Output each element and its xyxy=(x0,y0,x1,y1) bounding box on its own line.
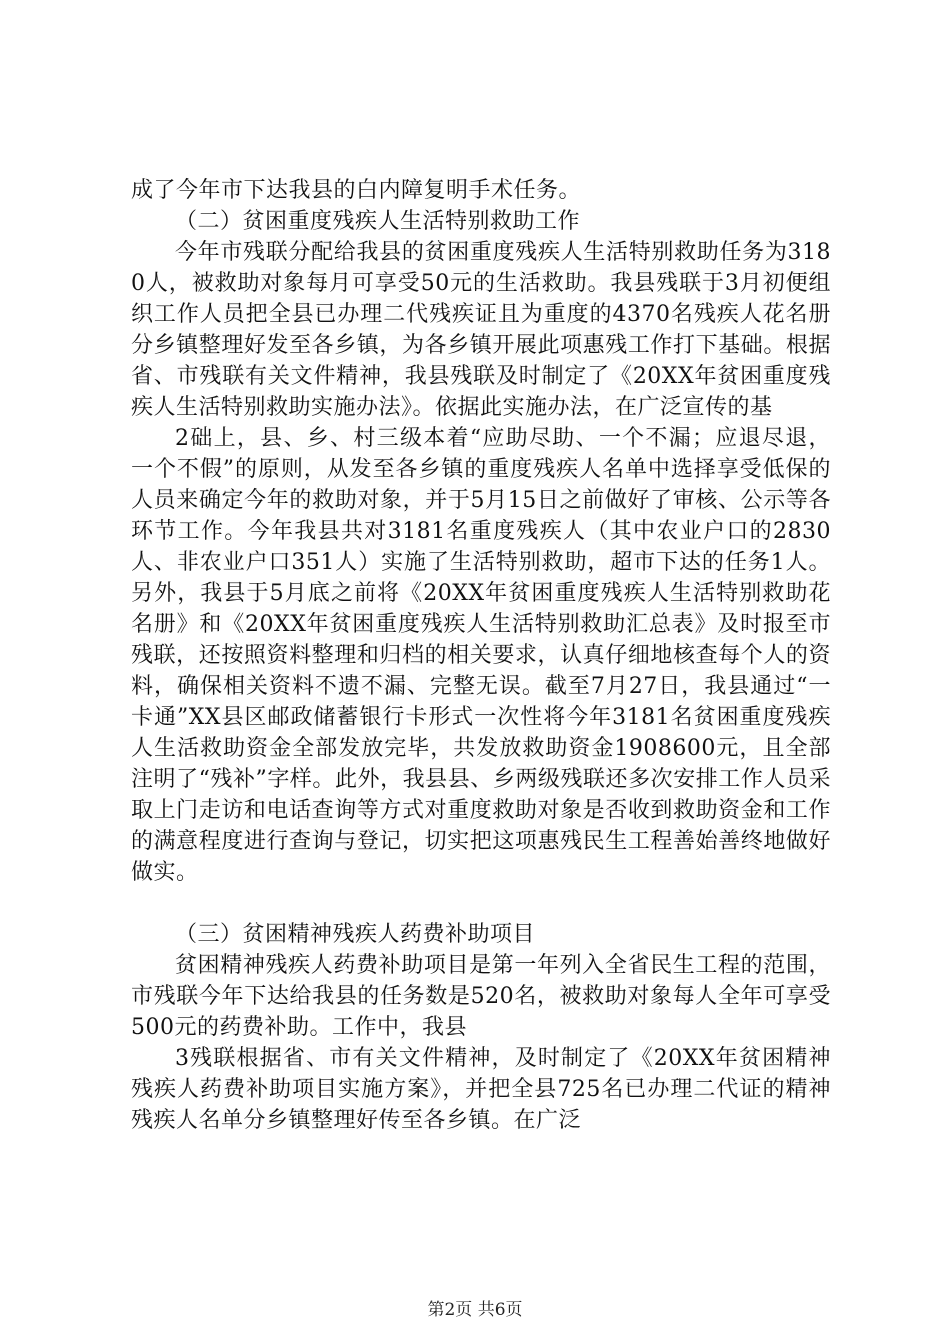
paragraph: 2础上，县、乡、村三级本着“应助尽助、一个不漏；应退尽退，一个不假”的原则，从发至各乡镇的重度残疾人名单中选择享受低保的人员来确定今年的救助对象，并于5月15日之前做好了审核、公示等各环节工作。今年我县共对3181名重度残疾人（其中农业户口的2830人、非农业户口351人）实施了生活特别救助，超市下达的任务1人。另外，我县于5月底之前将《20XX年贫困重度残疾人生活特别救助花名册》和《20XX年贫困重度残疾人生活特别救助汇总表》及时报至市残联，还按照资料整理和归档的相关要求，认真仔细地核查每个人的资料，确保相关资料不遗不漏、完整无误。截至7月27日，我县通过“一卡通”XX县区邮政储蓄银行卡形式一次性将今年3181名贫困重度残疾人生活救助资金全部发放完毕，共发放救助资金1908600元，且全部注明了“残补”字样。此外，我县县、乡两级残联还多次安排工作人员采取上门走访和电话查询等方式对重度救助对象是否收到救助资金和工作的满意程度进行查询与登记，切实把这项惠残民生工程善始善终地做好做实。 xyxy=(131,426,831,885)
section-heading-3: （三）贫困精神残疾人药费补助项目 xyxy=(175,922,536,947)
paragraph: 今年市残联分配给我县的贫困重度残疾人生活特别救助任务为3180人，被救助对象每月可享受50元的生活救助。我县残联于3月初便组织工作人员把全县已办理二代残疾证且为重度的4370名残疾人花名册分乡镇整理好发至各乡镇，为各乡镇开展此项惠残工作打下基础。根据省、市残联有关文件精神，我县残联及时制定了《20XX年贫困重度残疾人生活特别救助实施办法》。依据此实施办法，在广泛宣传的基 xyxy=(131,240,831,420)
section-heading-2: （二）贫困重度残疾人生活特别救助工作 xyxy=(175,209,581,234)
paragraph-continuation: 成了今年市下达我县的白内障复明手术任务。 xyxy=(131,178,582,203)
page-footer: 第2页 共6页 xyxy=(427,1300,523,1320)
paragraph: 3残联根据省、市有关文件精神，及时制定了《20XX年贫困精神残疾人药费补助项目实施方案》，并把全县725名已办理二代证的精神残疾人名单分乡镇整理好传至各乡镇。在广泛 xyxy=(131,1046,831,1133)
paragraph-gap xyxy=(131,888,831,919)
document-body xyxy=(131,175,831,1136)
paragraph: 贫困精神残疾人药费补助项目是第一年列入全省民生工程的范围，市残联今年下达给我县的任务数是520名，被救助对象每人全年可享受500元的药费补助。工作中，我县 xyxy=(131,953,831,1040)
